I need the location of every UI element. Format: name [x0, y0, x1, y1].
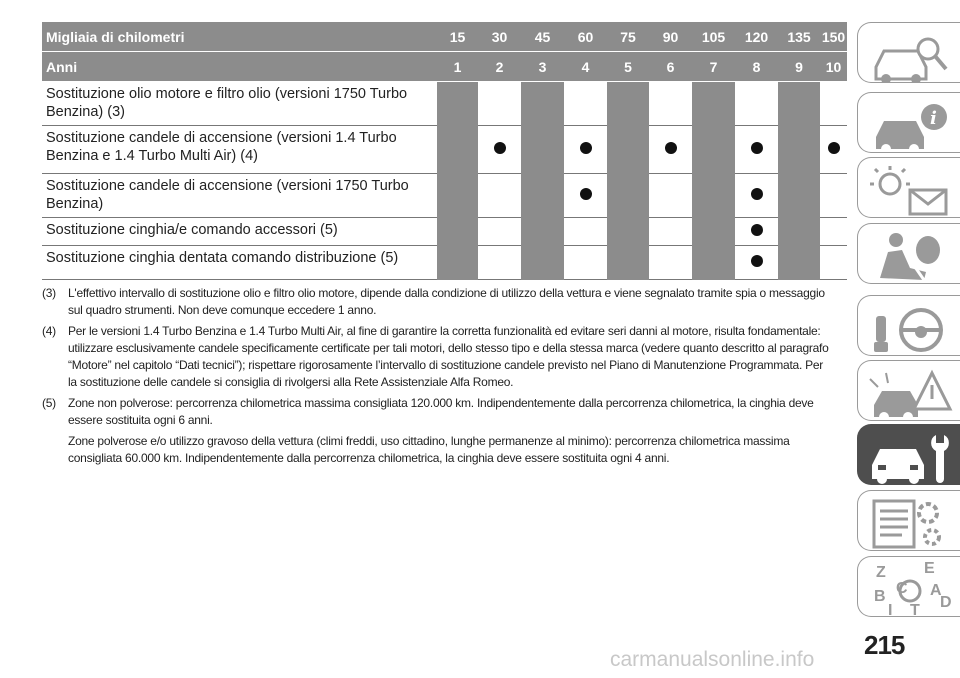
interval-cell — [778, 246, 820, 280]
car-info-icon — [866, 97, 954, 153]
interval-cell — [692, 126, 735, 174]
chapter-tab[interactable] — [857, 490, 960, 551]
interval-cell — [521, 82, 564, 126]
interval-cell — [607, 126, 649, 174]
interval-cell — [735, 246, 778, 280]
warning-light-message-icon — [866, 162, 954, 218]
maintenance-schedule-table — [42, 22, 847, 280]
operation-description: Sostituzione candele di accensione (versioni 1.4 Turbo Benzina e 1.4 Turbo Multi Air) (4) — [42, 126, 437, 174]
chapter-tab[interactable] — [857, 295, 960, 356]
footnote — [42, 395, 832, 429]
interval-cell — [564, 246, 607, 280]
table-row — [42, 246, 847, 280]
km-header-label: Migliaia di chilometri — [42, 22, 437, 52]
interval-cell — [820, 82, 847, 126]
interval-cell — [437, 218, 478, 246]
interval-cell — [692, 82, 735, 126]
interval-cell — [692, 174, 735, 218]
years-header-cell: 10 — [820, 52, 847, 82]
chapter-tab[interactable] — [857, 223, 960, 284]
airbag-seat-icon — [866, 228, 954, 284]
km-header-cell: 135 — [778, 22, 820, 52]
interval-cell — [649, 218, 692, 246]
interval-cell — [564, 174, 607, 218]
interval-cell — [692, 218, 735, 246]
interval-cell — [564, 218, 607, 246]
interval-cell — [521, 174, 564, 218]
interval-cell — [735, 82, 778, 126]
km-header-cell: 30 — [478, 22, 521, 52]
index-letter: T — [910, 602, 920, 619]
footnotes — [42, 285, 832, 471]
footnote-text: Zone non polverose: percorrenza chilometrica massima consigliata 120.000 km. Indipendentemente dalla percorrenza chilometrica, la cinghia deve essere sostituita ogni 6 anni. — [68, 396, 814, 427]
interval-cell — [521, 246, 564, 280]
years-header-cell: 3 — [521, 52, 564, 82]
watermark: carmanualsonline.info — [610, 648, 815, 671]
interval-cell — [478, 174, 521, 218]
footnote — [42, 323, 832, 391]
table-row — [42, 82, 847, 126]
alphabet-index-icon — [866, 561, 954, 617]
index-letter: Z — [876, 564, 886, 581]
footnote-number: (5) — [42, 396, 56, 410]
index-letter: I — [888, 602, 893, 619]
interval-cell — [649, 174, 692, 218]
interval-cell — [607, 174, 649, 218]
operation-description: Sostituzione olio motore e filtro olio (versioni 1750 Turbo Benzina) (3) — [42, 82, 437, 126]
years-header-cell: 4 — [564, 52, 607, 82]
km-header-cell: 60 — [564, 22, 607, 52]
chapter-tab[interactable] — [857, 424, 960, 485]
interval-cell — [649, 246, 692, 280]
scheduled-dot — [751, 255, 763, 267]
operation-description: Sostituzione cinghia/e comando accessori (5) — [42, 218, 437, 246]
index-letter: E — [924, 561, 935, 577]
car-crash-warning-icon — [866, 365, 954, 421]
interval-cell — [437, 174, 478, 218]
table-row — [42, 126, 847, 174]
footnote-text: Zone polverose e/o utilizzo gravoso della vettura (climi freddi, uso cittadino, lunghe permanenze al minimo): percorrenza chilometrica massima consigliata 60.000 km. Indipendentemente dalla percorrenza chilometrica, la cinghia deve essere sostituita ogni 4 anni. — [68, 434, 790, 465]
interval-cell — [820, 246, 847, 280]
car-wrench-icon — [866, 429, 954, 485]
operation-description: Sostituzione candele di accensione (versioni 1750 Turbo Benzina) — [42, 174, 437, 218]
index-letter: D — [940, 594, 952, 611]
years-header-cell: 2 — [478, 52, 521, 82]
chapter-tab[interactable] — [857, 92, 960, 153]
interval-cell — [735, 218, 778, 246]
interval-cell — [607, 82, 649, 126]
years-header-cell: 5 — [607, 52, 649, 82]
interval-cell — [778, 82, 820, 126]
interval-cell — [521, 126, 564, 174]
years-header-label: Anni — [42, 52, 437, 82]
km-header-cell: 15 — [437, 22, 478, 52]
years-header-cell: 6 — [649, 52, 692, 82]
km-header-cell: 150 — [820, 22, 847, 52]
scheduled-dot — [751, 142, 763, 154]
interval-cell — [478, 246, 521, 280]
svg-text:i: i — [930, 108, 937, 129]
footnote — [42, 285, 832, 319]
scheduled-dot — [665, 142, 677, 154]
km-header-cell: 75 — [607, 22, 649, 52]
interval-cell — [778, 126, 820, 174]
km-header-cell: 90 — [649, 22, 692, 52]
footnote-text: L'effettivo intervallo di sostituzione olio e filtro olio motore, dipende dalla condizione di utilizzo della vettura e viene segnalato tramite spia o messaggio sul quadro strumenti. Non deve comunque eccedere 1 anno. — [68, 286, 825, 317]
interval-cell — [778, 174, 820, 218]
interval-cell — [437, 126, 478, 174]
km-header-cell: 120 — [735, 22, 778, 52]
interval-cell — [607, 246, 649, 280]
interval-cell — [478, 218, 521, 246]
scheduled-dot — [494, 142, 506, 154]
years-header-cell: 8 — [735, 52, 778, 82]
interval-cell — [649, 82, 692, 126]
chapter-tab[interactable] — [857, 157, 960, 218]
table-row — [42, 218, 847, 246]
years-header-cell: 9 — [778, 52, 820, 82]
footnote-text: Per le versioni 1.4 Turbo Benzina e 1.4 Turbo Multi Air, al fine di garantire la corretta funzionalità ed evitare seri danni al motore, risulta fondamentale: utilizzare esclusivamente candele specificamente certificate per tali motori, dello stesso tipo e della stessa marca (vedere quanto descritto al paragrafo “Motore” nel capitolo “Dati tecnici”); rispettare rigorosamente l’intervallo di sostituzione candele previsto nel Piano di Manutenzione Programmata. Per la sostituzione delle candele si consiglia di rivolgersi alla Rete Assistenziale Alfa Romeo. — [68, 324, 829, 389]
years-header-cell: 1 — [437, 52, 478, 82]
interval-cell — [820, 126, 847, 174]
table-row — [42, 174, 847, 218]
car-search-icon — [866, 27, 954, 83]
interval-cell — [437, 246, 478, 280]
interval-cell — [649, 126, 692, 174]
scheduled-dot — [828, 142, 840, 154]
key-steering-wheel-icon — [866, 300, 954, 356]
years-header — [42, 52, 847, 82]
interval-cell — [778, 218, 820, 246]
years-header-cell: 7 — [692, 52, 735, 82]
index-letter: A — [930, 582, 942, 599]
footnote-number: (4) — [42, 324, 56, 338]
km-header-cell: 45 — [521, 22, 564, 52]
interval-cell — [735, 126, 778, 174]
interval-cell — [692, 246, 735, 280]
chapter-tab[interactable] — [857, 22, 960, 83]
km-header-cell: 105 — [692, 22, 735, 52]
chapter-tab[interactable] — [857, 360, 960, 421]
km-header — [42, 22, 847, 52]
scheduled-dot — [751, 224, 763, 236]
index-letter: B — [874, 588, 886, 605]
index-letter: C — [896, 580, 908, 597]
footnote — [42, 433, 832, 467]
footnote-number: (3) — [42, 286, 56, 300]
chapter-tab[interactable] — [857, 556, 960, 617]
page-number: 215 — [864, 630, 905, 660]
interval-cell — [564, 126, 607, 174]
scheduled-dot — [580, 142, 592, 154]
interval-cell — [437, 82, 478, 126]
interval-cell — [564, 82, 607, 126]
interval-cell — [607, 218, 649, 246]
interval-cell — [735, 174, 778, 218]
interval-cell — [820, 174, 847, 218]
interval-cell — [478, 82, 521, 126]
interval-cell — [478, 126, 521, 174]
interval-cell — [521, 218, 564, 246]
interval-cell — [820, 218, 847, 246]
scheduled-dot — [580, 188, 592, 200]
spec-list-gear-icon — [866, 495, 954, 551]
scheduled-dot — [751, 188, 763, 200]
operation-description: Sostituzione cinghia dentata comando distribuzione (5) — [42, 246, 437, 280]
